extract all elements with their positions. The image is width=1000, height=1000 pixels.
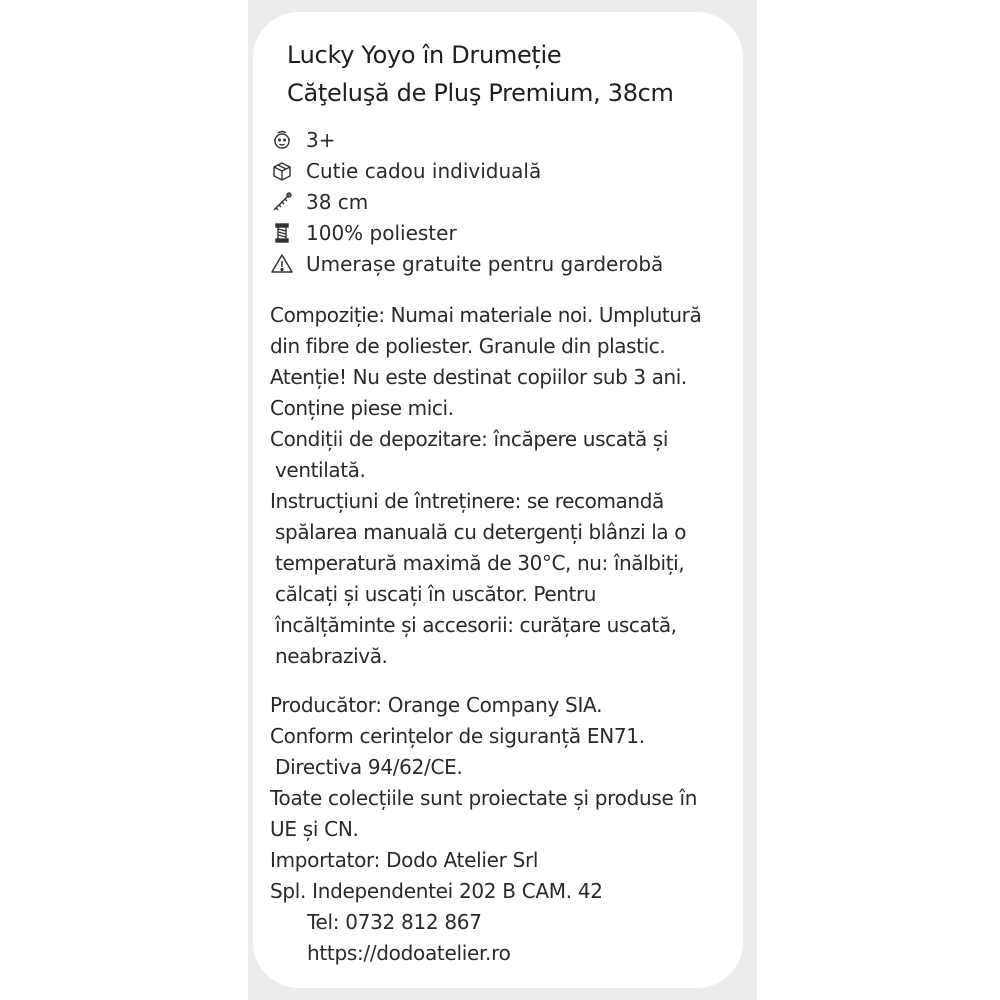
website-link[interactable]: https://dodoatelier.ro	[307, 941, 511, 965]
feature-packaging-text: Cutie cadou individuală	[306, 158, 542, 183]
warning-icon	[270, 252, 294, 276]
product-title-line-2: Căţeluşă de Pluş Premium, 38cm	[287, 79, 674, 107]
feature-material-text: 100% poliester	[306, 220, 457, 245]
gift-box-icon	[270, 159, 294, 183]
producer-line: Importator: Dodo Atelier Srl	[270, 848, 539, 872]
feature-size	[270, 186, 740, 217]
composition-line: din fibre de poliester. Granule din plastic.	[270, 334, 666, 358]
producer-line: Conform cerințelor de siguranță EN71.	[270, 724, 645, 748]
composition-line: Conține piese mici.	[270, 396, 454, 420]
measure-icon	[270, 190, 294, 214]
composition-line: ventilată.	[275, 458, 366, 482]
composition-line: Instrucțiuni de întreținere: se recomandă	[270, 489, 664, 513]
feature-list	[270, 124, 740, 279]
product-title	[287, 36, 737, 112]
composition-line: Compoziție: Numai materiale noi. Umplutură	[270, 303, 702, 327]
producer-section	[270, 690, 750, 969]
composition-line: Condiții de depozitare: încăpere uscată și	[270, 427, 668, 451]
composition-line: călcați și uscați în uscător. Pentru	[275, 582, 597, 606]
baby-face-icon	[270, 128, 294, 152]
feature-size-text: 38 cm	[306, 189, 369, 214]
composition-line: neabrazivă.	[275, 644, 388, 668]
feature-age-text: 3+	[306, 127, 336, 152]
producer-line: Producător: Orange Company SIA.	[270, 693, 603, 717]
producer-line: Spl. Independentei 202 B CAM. 42	[270, 879, 603, 903]
composition-line: încălțăminte și accesorii: curățare uscată,	[275, 613, 677, 637]
producer-line: UE și CN.	[270, 817, 359, 841]
product-title-line-1: Lucky Yoyo în Drumeție	[287, 41, 562, 69]
producer-line: Toate colecțiile sunt proiectate și produse în	[270, 786, 698, 810]
thread-spool-icon	[270, 221, 294, 245]
feature-packaging	[270, 155, 740, 186]
composition-line: Atenție! Nu este destinat copiilor sub 3 ani.	[270, 365, 687, 389]
phone-number: Tel: 0732 812 867	[307, 910, 482, 934]
feature-age	[270, 124, 740, 155]
composition-section	[270, 300, 750, 672]
feature-material	[270, 217, 740, 248]
feature-hangers-text: Umerașe gratuite pentru garderobă	[306, 251, 664, 276]
composition-line: temperatură maximă de 30°C, nu: înălbiți,	[275, 551, 685, 575]
composition-line: spălarea manuală cu detergenți blânzi la o	[275, 520, 687, 544]
feature-hangers	[270, 248, 740, 279]
producer-line: Directiva 94/62/CE.	[275, 755, 463, 779]
